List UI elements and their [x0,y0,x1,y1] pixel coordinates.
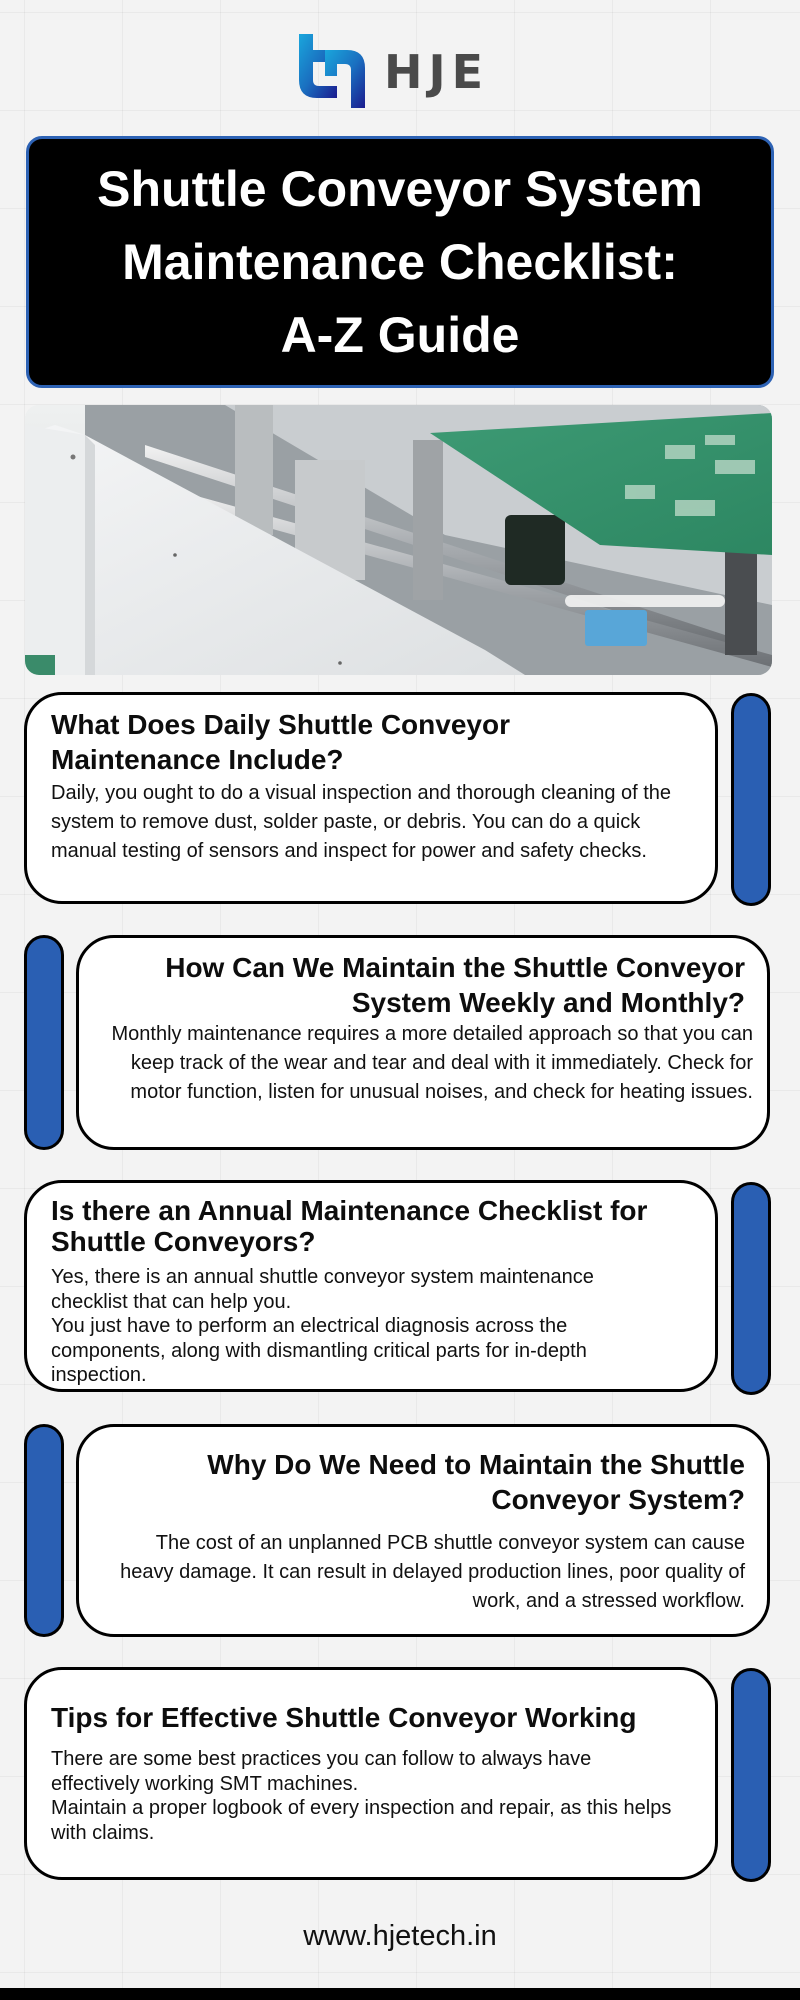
accent-bar [731,1668,771,1882]
section-body: There are some best practices you can follow to always have effectively working SMT machines. [51,1748,592,1795]
website-link[interactable]: www.hjetech.in [303,1920,497,1952]
section-heading: What Does Daily Shuttle Conveyor Maintenance Include? [51,709,510,775]
section-body: You just have to perform an electrical diagnosis across the components, along with dismantling critical parts for in-depth inspection. [51,1315,587,1386]
accent-bar [24,1424,64,1637]
section-card-weekly-monthly [76,935,770,1150]
section-card-tips [24,1667,718,1880]
title-line: Maintenance Checklist: [122,233,678,290]
title-banner [26,136,774,388]
hje-logo-text: HJE [384,45,490,99]
accent-bar [731,1182,771,1395]
section-body: Monthly maintenance requires a more detailed approach so that you can keep track of the wear and tear and deal with it immediately. Check for motor function, listen for unusual noises, and check for heating issues. [111,1023,753,1103]
accent-bar [731,693,771,906]
section-heading: Is there an Annual Maintenance Checklist for Shuttle Conveyors? [51,1195,648,1257]
bottom-strip [0,1988,800,2000]
conveyor-machine-photo [25,405,772,675]
section-card-annual [24,1180,718,1392]
page-title [50,153,750,372]
section-body: Maintain a proper logbook of every inspection and repair, as this helps with claims. [51,1797,672,1844]
title-line: A-Z Guide [280,306,520,363]
section-heading: Why Do We Need to Maintain the Shuttle Conveyor System? [207,1449,745,1515]
hje-logo-icon [297,32,367,108]
section-body: The cost of an unplanned PCB shuttle conveyor system can cause heavy damage. It can result in delayed production lines, poor quality of work, and a stressed workflow. [120,1532,745,1612]
section-card-why-maintain [76,1424,770,1637]
section-card-daily [24,692,718,904]
title-line: Shuttle Conveyor System [97,160,703,217]
section-heading: Tips for Effective Shuttle Conveyor Working [51,1702,637,1733]
section-body: Daily, you ought to do a visual inspection and thorough cleaning of the system to remove dust, solder paste, or debris. You can do a quick manual testing of sensors and inspect for power and safety checks. [51,782,672,862]
section-heading: How Can We Maintain the Shuttle Conveyor System Weekly and Monthly? [165,952,745,1018]
accent-bar [24,935,64,1150]
section-body: Yes, there is an annual shuttle conveyor system maintenance checklist that can help you. [51,1266,594,1313]
